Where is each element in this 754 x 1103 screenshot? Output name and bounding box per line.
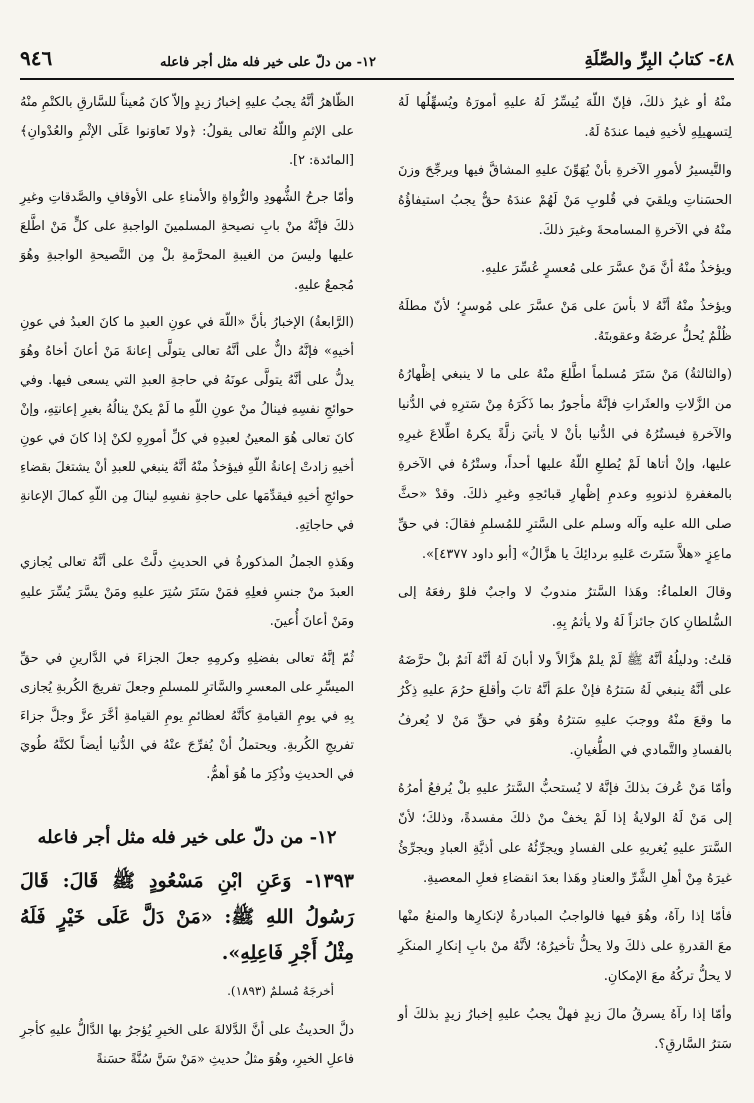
paragraph: ثُمّ إنَّهُ تعالى بفضلِهِ وكرمِهِ جعلَ الجزاءَ في الدَّارينِ في حقِّ الميسِّرِ على المعسرِ والسَّاترِ للمسلمِ وجعلَ تفريجَ الكُربةِ يُجازى بِهِ في يومِ القيامةِ كأنَّهُ لعظائمِ يومِ القيامةِ أخَّرَ عزَّ وجلَّ جزاءَ تفريجِ الكُربةِ. ويحتملُ أنْ يُفرِّجَ عنْهُ في الدُّنيا أيضاً لكنَّهُ طُويَ في الحديثِ وذُكِرَ ما هُوَ أهمُّ. bbox=[20, 650, 354, 783]
header-section: ١٢- من دلّ على خير فله مثل أجر فاعله bbox=[160, 55, 376, 70]
left-column bbox=[20, 88, 354, 1082]
paragraph: وأمّا مَنْ عُرفَ بذلكَ فإنَّهُ لا يُستحبُّ السَّترُ عليهِ بلْ يُرفعُ أمرُهُ إلى مَنْ لَهُ الولايةُ إذا لَمْ يخفْ منْ ذلكَ مفسدةً، وذلكَ؛ لأنّ السَّترَ عليهِ يُغريهِ على الفسادِ ويجرِّئُهُ على أذيَّةِ العبادِ ويجرِّئُ غيرَهُ مِنْ أهلِ الشَّرِّ والعنادِ وهَذا بعدَ انقضاءِ فعلِ المعصيةِ. bbox=[398, 781, 732, 886]
paragraph: (الرَّابعةُ) الإخبارُ بأنَّ «اللّهَ في عونِ العبدِ ما كانَ العبدُ في عونِ أخيهِ» فإنَّهُ دالٌّ على أنَّهُ تعالى يتولَّى إعانةَ مَنْ أعانَ أخاهُ وهُوَ يدلُّ على أنَّهُ يتولَّى عونَهُ في حاجةِ العبدِ التي يسعى فيها. وفي حوائجِ نفسِهِ فينالُ منْ عونِ اللّهِ ما لَمْ يكنْ ينالُهُ بغيرِ إعانتِهِ، وإنْ كانَ تعالى هُوَ المعينُ لعبدِهِ في كلِّ أمورِهِ لكنْ إذا كانَ في عونِ أخيهِ زادتْ إعانةُ اللّهِ فيؤخذُ منْهُ أنَّهُ ينبغي للعبدِ أنْ يشتغلَ بقضاءِ حوائجِ أخيهِ فيقدِّمَها على حاجةِ نفسِهِ لينالَ مِن اللّهِ كمالَ الإعانةِ في حاجاتِهِ. bbox=[20, 314, 354, 534]
header-chapter: ٤٨- كتابُ البِرِّ والصِّلَةِ bbox=[584, 50, 734, 70]
paragraph: ويؤخذُ منْهُ أنَّهُ لا بأسَ على مَنْ عسَّرَ على مُوسرٍ؛ لأنّ مطلَهُ ظُلْمٌ يُحلُّ عرضَهُ وعقوبتَهُ. bbox=[398, 299, 732, 344]
right-column bbox=[398, 88, 732, 1068]
paragraph: (والثالثةُ) مَنْ سَتَرَ مُسلماً اطَّلعَ منْهُ على ما لا ينبغي إظْهارُهُ من الزَّلاتِ والعثَراتِ فإنَّهُ مأجورٌ بما ذَكَرَهُ مِنْ سَترِهِ في الدُّنيا والآخرةِ فيستُرُهُ في الدُّنيا بأنْ لا يأتيَ زلَّةً يكرهُ اطِّلاعَ غيرِهِ عليها، وإنْ أتاها لَمْ يُطلعِ اللّهُ عليها أحداً، وستْرُهُ في الآخرةِ بالمغفرةِ لذنوبِهِ وعدمِ إظْهارِ قبائحِهِ وغيرِ ذلكَ. وقدْ «حثَّ صلى الله عليه وآله وسلم على السَّترِ للمُسلمِ فقالَ: في حقِّ ماعِزٍ «هلاَّ سَتَرتَ عَليهِ بردائِكَ يا هزَّالُ» [أبو داود ٤٣٧٧]». bbox=[398, 367, 732, 562]
paragraph: وأمّا جرحُ الشُّهودِ والرُّواةِ والأمناءِ على الأوقافِ والصَّدقاتِ وغيرِ ذلكَ فإنَّهُ منْ بابِ نصيحةِ المسلمينَ الواجبةِ على كلٍّ مَنْ اطَّلعَ عليها وليسَ من الغيبةِ المحرَّمةِ بلْ مِن النَّصيحةِ الواجبةِ وهُوَ مُجمعٌ عليهِ. bbox=[20, 190, 354, 293]
page-header bbox=[20, 40, 734, 76]
paragraph: وأمّا إذا رآهُ يسرقُ مالَ زيدٍ فهلْ يجبُ عليهِ إخبارُ زيدٍ بذلكَ أو سَترُ السَّارقِ؟. bbox=[398, 1007, 732, 1052]
paragraph: دلَّ الحديثُ على أنَّ الدَّلالةَ على الخيرِ يُؤجرُ بها الدَّالُّ عليهِ كأجرِ فاعلِ الخيرِ، وهُوَ مثلُ حديثِ «مَنْ سَنَّ سُنَّةً حسَنةً bbox=[20, 1023, 354, 1068]
paragraph: الظّاهرُ أنَّهُ يجبُ عليهِ إخبارُ زيدٍ وإلاّ كانَ مُعيناً للسَّارقِ بالكتْمِ منْهُ على الإثمِ واللّهُ تعالى يقولُ: ﴿ولا تَعاوَنوا عَلَى الإثْمِ والعُدْوانِ﴾ [المائدة: ٢]. bbox=[20, 95, 354, 169]
paragraph: ويؤخذُ منْهُ أنَّ مَنْ عسَّرَ على مُعسرٍ عُسِّرَ عليهِ. bbox=[480, 261, 732, 276]
paragraph: فأمّا إذا رآهُ، وهُوَ فيها فالواجبُ المبادرةُ لإنكارِها والمنعُ منْها معَ القدرةِ على ذلكَ ولا يحلُّ تأخيرُهُ؛ لأنَّهُ منْ بابِ إنكارِ المنكَرِ لا يحلُّ تركُهُ معَ الإمكانِ. bbox=[398, 909, 732, 984]
hadith-text: ١٣٩٣- وَعَنِ ابْنِ مَسْعُودٍ ﷺ قَالَ: قَالَ رَسُولُ اللهِ ﷺ: «مَنْ دَلَّ عَلَى خَيْرٍ فَلَهُ مِثْلُ أَجْرِ فَاعِلِهِ». bbox=[20, 870, 354, 965]
chapter-title: ١٢- من دلّ على خير فله مثل أجر فاعله bbox=[37, 827, 337, 849]
paragraph: منْهُ أو غيرُ ذلكَ، فإنّ اللّهَ يُيسِّرُ لَهُ عليهِ أمورَهُ ويُسهِّلُها لَهُ لِتسهيلِهِ لأخيهِ فيما عندَهُ لَهُ. bbox=[398, 95, 732, 140]
page-number: ٩٤٦ bbox=[20, 46, 53, 70]
paragraph: قلتُ: ودليلُهُ أنَّهُ ﷺ لَمْ يلمْ هزَّالاً ولا أبانَ لَهُ أنَّهُ آثمٌ بلْ حرَّضَهُ على أنَّهُ ينبغي لَهُ سَترُهُ فإنْ علمَ أنَّهُ تابَ وأقلعَ حرُمَ عليهِ ذِكْرُ ما وقعَ منْهُ ووجبَ عليهِ سَترُهُ وهُوَ في حقِّ مَنْ لا يُعرفُ بالفسادِ والتَّمادي في الطُّغيانِ. bbox=[398, 653, 732, 758]
paragraph: وقالَ العلماءُ: وهَذا السَّترُ مندوبٌ لا واجبٌ فلوْ رفعَهُ إلى السُّلطانِ كانَ جائزاً لَهُ ولا يأثمُ بِهِ. bbox=[398, 585, 732, 630]
paragraph: والتَّيسيرُ لأمورِ الآخرةِ بأنْ يُهَوِّنَ عليهِ المشاقَّ فيها ويرجِّحَ وزنَ الحسَناتِ ويلقيَ في قُلوبِ مَنْ لَهُمْ عندَهُ حقٌّ يجبُ استيفاؤُهُ منْهُ في الآخرةِ المسامحةَ وغيرَ ذلكَ. bbox=[398, 163, 732, 238]
header-rule bbox=[20, 78, 734, 80]
hadith-source: أخرجَهُ مُسلمٌ (١٨٩٣). bbox=[227, 984, 334, 999]
paragraph: وهَذهِ الجملُ المذكورةُ في الحديثِ دلَّتْ على أنَّهُ تعالى يُجازي العبدَ منْ جنسِ فعلِهِ فمَنْ سَتَرَ سُتِرَ عليهِ ومَنْ يسَّرَ يُسِّرَ عليهِ ومَنْ أعانَ أُعينَ. bbox=[20, 555, 354, 629]
